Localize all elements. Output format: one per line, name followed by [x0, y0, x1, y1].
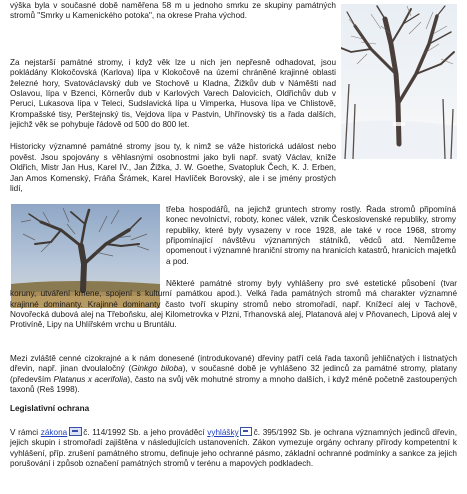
- paragraph-oldest-trees: Za nejstarší památné stromy, i když věk lze u nich jen nepřesně odhadovat, jsou pokládány Klokočovská (Karlova) lípa v Klokočově na území chráněné krajinné oblasti železné hory, Svatováclavský dub ve Stochově u Kladna, Žižkův dub v Náměšti nad Oslavou, lípa v Bzenci, Körnerův dub v Karlových Varech Dalovicích, Oldřichův dub v Peruci, Lukasova lípa v Teleci, Sudslavická lípa u Vimperka, Husova lípa ve Chlistově, Krompašské tisy, Perštejnský tis, Vejdova lípa v Pastvin, Uhřínovský tis a řada dalších, jejichž věk se pohybuje řádově od 500 do 800 let.: [10, 58, 336, 130]
- introduced-species-text-b: ), v současné době je vyhlášeno 32 jedinců za památné stromy, platany (především: [10, 364, 457, 384]
- legislation-text-pre: V rámci: [10, 428, 41, 437]
- paragraph-commemorative-trees: třeba hospodářů, na jejichž gruntech stromy rostly. Řada stromů připomíná konec nevolnictví, roboty, konec válek, vznik Československé republiky, stromy republiky, které byly vysazeny v roce 1928, ale také v roce 1968, stromy připomínající návštěvu významných státníků, vědců atd. Nemůžeme opomenout i významné hraniční stromy na hranicích katastrů, hranicích majetků a pod.: [166, 205, 456, 266]
- paragraph-introduced-species: [10, 354, 457, 395]
- paragraph-historic-trees-text: Historicky významné památné stromy jsou ty, k nimž se váže historická událost nebo pověst. Jsou spojovány s věhlasnými osobnostmi jako byli např. svatý Václav, kníže Oldřich, Mistr Jan Hus, Karel IV., Jan Žižka, J. W. Goethe, Svatopluk Čech, K. J. Erben, Jan Amos Komenský, Fráňa Šrámek, Karel Havlíček Borovský, ale i se jmény prostých lidí,: [10, 142, 336, 193]
- law-link[interactable]: zákona: [40, 428, 68, 437]
- paragraph-historic-trees: [10, 142, 336, 195]
- external-document-icon[interactable]: [240, 427, 252, 436]
- paragraph-legislation: [10, 427, 457, 469]
- paragraph-height-record: výška byla v současné době naměřena 58 m u jednoho smrku ze skupiny památných stromů "Smrky u Kamenického potoka", na okrese Praha východ.: [10, 1, 336, 21]
- platanus-latin-name: Platanus x acerifolia: [53, 374, 128, 384]
- introduced-species-text-a: Mezi zvláště cenné cizokrajné a k nám donesené (introdukované) dřeviny patří celá řada taxonů jehličnatých i listnatých dřevin, např. jinan dvoulaločný (: [10, 354, 457, 374]
- paragraph-aesthetic-trees: Některé památné stromy byly vyhlášeny pro své estetické působení (tvar koruny, utváření kmene, spojení s kulturní památkou apod.). Velká řada památných stromů má charakter významné krajinné dominanty. Krajinné dominanty často tvoří skupiny stromů nebo stromořadí, např. Knížecí alej v Tachově, Novořecká dubová alej na Třeboňsku, alej Kilometrovka v Plzni, Trhanovská alej, Platanová alej v Pňovanech, Lipová alej v Protivíně, Lipy na Uhlířském vrchu u Bruntálu.: [10, 279, 457, 330]
- section-heading-legislation: Legislativní ochrana: [10, 404, 90, 413]
- introduced-species-text-c: ), často na svůj věk mohutné stromy a mnoho dalších, i když méně početně zastoupených taxonů (Reš 1998).: [10, 374, 457, 395]
- winter-tree-photo: [341, 4, 457, 159]
- external-document-icon[interactable]: [69, 427, 82, 436]
- legislation-text-mid: č. 114/1992 Sb. a jeho prováděcí: [83, 428, 208, 437]
- decree-link[interactable]: vyhlášky: [207, 428, 239, 437]
- legislation-text-rest: č. 395/1992 Sb. je ochrana významných jedinců dřevin, jejich skupin i stromořadí zajištěna v následujících ustanoveních. Zákon vymezuje orgány ochrany přírody kompetentní k vyhlášení, příp. zrušení památného stromu, definuje jeho ochranné pásmo, základní ochranné podmínky a sankce za jejich porušování i způsob označení památných stromů v terénu a mapových podkladech.: [10, 428, 457, 469]
- ginkgo-latin-name: Ginkgo biloba: [131, 364, 183, 374]
